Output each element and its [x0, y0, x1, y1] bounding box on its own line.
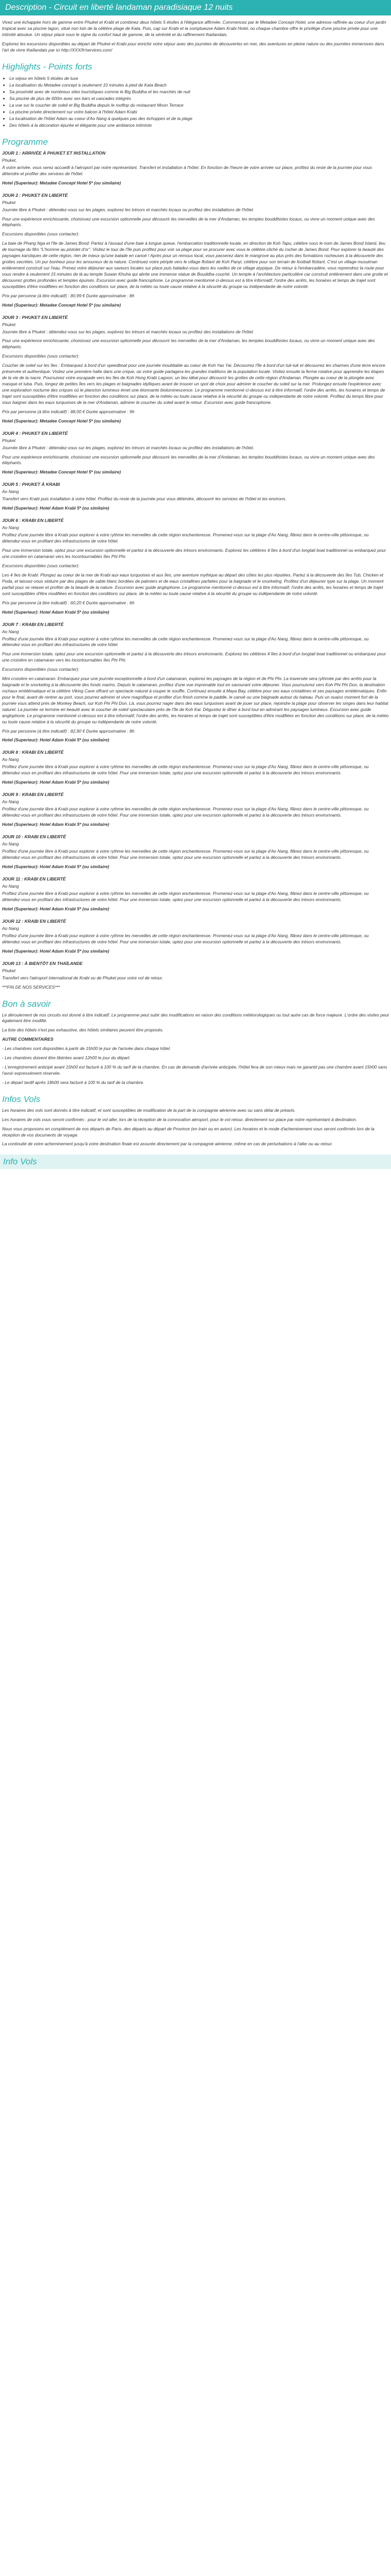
day-hotel: Hotel (Superieur): Metadee Concept Hotel 5* (ou similaire)	[2, 180, 121, 185]
intro-paragraph-2: Explorez les excursions disponibles au départ de Phuket et Krabi pour enrichir votre séjour avec des journées de découvertes en mer, des aventures en pleine nature ou des journées immersives dans l'art de vivre thaïlandais par ici http://XXX/fr/services.com/	[2, 41, 384, 53]
day-paragraph: Excursions disponibles (sous contacter):	[2, 563, 79, 568]
day-block	[2, 834, 389, 869]
day-block	[2, 518, 389, 614]
day-paragraph: Excursions disponibles (sous contacter):	[2, 231, 79, 237]
bon-a-savoir-paragraph: Le déroulement de nos circuits est donné à titre indicatif. Le programme peut subir des modifications en raison des conditions météorologiques ou tout autre cas de force majeure. L'ordre des visites peut également être modifié.	[2, 1012, 389, 1024]
day-paragraph: Excursions disponibles (sous contacter):	[2, 353, 79, 359]
day-paragraph: Profitez d'une journée libre à Krabi pour explorer à votre rythme les merveilles de cette région enchanteresse. Promenez-vous sur la plage d'Ao Nang, flânez dans le centre-ville pittoresque, ou détendez-vous en profitant des infrastructures de votre hôtel.	[2, 636, 369, 648]
infos-vols-paragraph: Les horaires des vols sont donnés à titre indicatif, et sont susceptibles de modification de la part de la compagnie aérienne avec ou sans délai de préavis.	[2, 1107, 296, 1113]
highlight-item: • Sa proximité avec de nombreux sites touristiques comme le Big Buddha et les marchés de nuit	[9, 89, 389, 95]
day-hotel: Hotel (Superieur): Hotel Adam Krabi 5* (ou similaire)	[2, 822, 109, 827]
day-title: JOUR 4 : PHUKET EN LIBERTÉ	[2, 430, 68, 436]
day-paragraph: Pour une expérience enrichissante, choisissez une excursion optionnelle pour découvrir les merveilles de la mer d'Andaman, les temples bouddhistes locaux, ou vivre un moment unique avec des éléphants.	[2, 338, 375, 350]
highlight-item: • La piscine privée directement sur votre balcon à l'hôtel Adam Krabi	[9, 109, 389, 115]
day-paragraph: Profitez d'une journée libre à Krabi pour explorer à votre rythme les merveilles de cette région enchanteresse. Promenez-vous sur la plage d'Ao Nang, flânez dans le centre-ville pittoresque, ou détendez-vous en profitant des infrastructures de votre hôtel. Pour une immersion totale, optez pour une excursion optionnelle et partez à la découverte des trésors environnants.	[2, 764, 369, 776]
bon-a-savoir-paragraph: AUTRE COMMENTAIRES	[2, 1037, 54, 1042]
day-location: Ao Nang	[2, 629, 19, 634]
day-paragraph: Pour une expérience enrichissante, choisissez une excursion optionnelle pour découvrir les merveilles de la mer d'Andaman, les temples bouddhistes locaux, ou vivre un moment unique avec des éléphants.	[2, 454, 375, 466]
highlight-item: • La localisation de l'hôtel Adam au coeur d'Ao Nang à quelques pas des échoppes et de la plage	[9, 115, 389, 122]
day-block	[2, 961, 389, 991]
day-location: Ao Nang	[2, 925, 19, 931]
day-hotel: Hotel (Superieur): Metadee Concept Hotel 5* (ou similaire)	[2, 418, 121, 423]
day-paragraph: ***FIN DE NOS SERVICES***	[2, 984, 60, 990]
day-location: Ao Nang	[2, 883, 19, 889]
day-block	[2, 150, 389, 185]
day-paragraph: Journée libre à Phuket : détendez-vous sur les plages, explorez les trésors et marchés locaux ou profitez des installations de l'hôtel.	[2, 329, 254, 334]
page-title: Description - Circuit en liberté landaman paradisiaque 12 nuits	[0, 0, 391, 15]
day-hotel: Hotel (Superieur): Hotel Adam Krabi 5* (ou similaire)	[2, 906, 109, 911]
day-block	[2, 193, 389, 308]
day-location: Ao Nang	[2, 489, 19, 495]
day-title: JOUR 1 : ARRIVÉE À PHUKET ET INSTALLATION	[2, 150, 106, 156]
day-hotel: Hotel (Superieur): Hotel Adam Krabi 5* (ou similaire)	[2, 863, 109, 869]
day-block	[2, 482, 389, 511]
programme-days	[2, 150, 389, 991]
day-title: JOUR 5 : PHUKET À KRABI	[2, 482, 60, 487]
day-paragraph: Excursions disponibles (sous contacter):	[2, 667, 79, 672]
highlights-heading: Highlights - Points forts	[2, 61, 92, 72]
day-location: Phuket	[2, 437, 16, 443]
day-block	[2, 876, 389, 911]
intro-paragraph-1: Vivez une échappée hors de gamme entre Phuket et Krabi et combinez deux hôtels 5 étoiles à l'élégance affirmée. Commencez par le Metadee Concept Hotel, une adresse raffinée au coeur d'un jardin tropical avec sa piscine lagon, situé non loin de la célèbre plage de Kata. Puis, cap sur Krabi et la somptueuse Adam Krabi Hotel, ou chaque chambre offre le privilège d'une piscine privée pour une intimité absolue. Un séjour placé sous le signe du confort haut de gamme, de la sérénité et du raffinement thaïlandais.	[2, 20, 386, 37]
day-paragraph: Prix par personne (à titre indicatif) : 60,20 € Durée approximative : 6h	[2, 600, 135, 605]
day-block	[2, 792, 389, 827]
day-block	[2, 919, 389, 954]
day-block	[2, 622, 389, 743]
day-hotel: Hotel (Superieur): Hotel Adam Krabi 5* (ou similaire)	[2, 779, 109, 785]
day-paragraph: Prix par personne (à titre indicatif) : 88,00 € Durée approximative : 9h	[2, 409, 135, 414]
bon-a-savoir-paragraph: - Les chambres sont disponibles à partir de 15h00 le jour de l'arrivée dans chaque hôtel.	[2, 1046, 171, 1052]
day-paragraph: Transfert vers Krabi puis installation à votre hôtel. Profitez du reste de la journée pour vous détendre, découvrir les services de l'hôtel et les environs.	[2, 496, 287, 502]
day-paragraph: Pour une immersion totale, optez pour une excursion optionnelle et partez à la découverte des trésors environnants. Explorez les célèbres 4 îles à bord d'un longtail boat traditionnel ou embarquez pour une croisière en catamaran vers les incontournables îles Phi Phi.	[2, 548, 386, 560]
day-hotel: Hotel (Superieur): Hotel Adam Krabi 5* (ou similaire)	[2, 609, 109, 615]
bon-a-savoir-paragraph: - Les chambres doivent être libérées avant 12h00 le jour du départ.	[2, 1055, 131, 1061]
day-paragraph: Journée libre à Phuket : détendez-vous sur les plages, explorez les trésors et marchés locaux ou profitez des installations de l'hôtel.	[2, 207, 254, 212]
day-paragraph: Transfert vers l'aéroport international de Krabi ou de Phuket pour votre vol de retour.	[2, 975, 164, 980]
page	[0, 0, 391, 1169]
day-location: Ao Nang	[2, 841, 19, 847]
day-title: JOUR 3 : PHUKET EN LIBERTÉ	[2, 314, 68, 320]
day-title: JOUR 7 : KRABI EN LIBERTÉ	[2, 621, 64, 627]
day-paragraph: Les 4 îles de Krabi: Plongez au coeur de la mer de Krabi aux eaux turquoises et aux îles, une aventure mythique au départ des côtes les plus réputées. Partez à la découverte des îles Tub, Chicken et Poda, et laissez-vous séduire par des plages de sable blanc bordées de palmiers et de eaux cristallines parfaites pour la baignade et le snorkeling. Profitez d'un déjeuner type sur la plage. Un moment parfait pour se relaxer et profiter de la beauté de la nature. Excursion avec guide anglophone. Le programme mentionné ci-dessus est à titre informatif, l'ordre des arrêts, les horaires et temps de trajet sont susceptibles d'être modifiées en fonction des conditions sur place, de la météo ou toute cause relative à la sécurité du groupe ou indépendante de notre volonté.	[2, 572, 384, 596]
bon-a-savoir-paragraph: La liste des hôtels n'est pas exhaustive, des hôtels similaires peuvent être proposés.	[2, 1027, 164, 1033]
day-title: JOUR 2 : PHUKET EN LIBERTÉ	[2, 192, 68, 198]
bon-a-savoir-paragraph: - Le départ tardif après 18h00 sera facturé à 100 % du tarif de la chambre.	[2, 1079, 144, 1085]
day-block	[2, 431, 389, 475]
day-paragraph: Profitez d'une journée libre à Krabi pour explorer à votre rythme les merveilles de cette région enchanteresse. Promenez-vous sur la plage d'Ao Nang, flânez dans le centre-ville pittoresque, ou détendez-vous en profitant des infrastructures de votre hôtel. Pour une immersion totale, optez pour une excursion optionnelle et partez à la découverte des trésors environnants.	[2, 806, 369, 818]
highlight-item: • Sa piscine de plus de 600m avec ses bars et cascades intégrés	[9, 95, 389, 102]
highlight-item: • Le séjour en hôtels 5 étoiles de luxe	[9, 75, 389, 82]
day-paragraph: Profitez d'une journée libre à Krabi pour explorer à votre rythme les merveilles de cette région enchanteresse. Promenez-vous sur la plage d'Ao Nang, flânez dans le centre-ville pittoresque, ou détendez-vous en profitant des infrastructures de votre hôtel. Pour une immersion totale, optez pour une excursion optionnelle et partez à la découverte des trésors environnants.	[2, 849, 369, 860]
day-hotel: Hotel (Superieur): Hotel Adam Krabi 5* (ou similaire)	[2, 505, 109, 511]
day-paragraph: À votre arrivée, vous serez accueilli à l'aéroport par notre représentant. Transfert et installation à l'hôtel. En fonction de l'heure de votre arrivée sur place, profitez du reste de la journée pour vous détendre et profiter des services de l'hôtel.	[2, 164, 372, 176]
bottom-heading: Info Vols	[0, 1155, 391, 1169]
day-paragraph: Profitez d'une journée libre à Krabi pour explorer à votre rythme les merveilles de cette région enchanteresse. Promenez-vous sur la plage d'Ao Nang, flânez dans le centre-ville pittoresque, ou détendez-vous en profitant des infrastructures de votre hôtel. Pour une immersion totale, optez pour une excursion optionnelle et partez à la découverte des trésors environnants.	[2, 933, 369, 944]
day-block	[2, 750, 389, 785]
day-title: JOUR 13 : À BIENTÔT EN THAÏLANDE	[2, 960, 83, 966]
day-title: JOUR 6 : KRABI EN LIBERTÉ	[2, 518, 64, 523]
day-hotel: Hotel (Superieur): Metadee Concept Hotel 5* (ou similaire)	[2, 469, 121, 475]
highlight-item: • La localisation du Metadee concept à seulement 10 minutes à pied de Kata Beach	[9, 82, 389, 89]
day-hotel: Hotel (Superieur): Metadee Concept Hotel 5* (ou similaire)	[2, 302, 121, 308]
day-hotel: Hotel (Superieur): Hotel Adam Krabi 5* (ou similaire)	[2, 737, 109, 743]
content	[0, 20, 391, 1147]
infos-vols-paragraph: Nous vous proposons en complément de nos départs de Paris, des départs au départ de Province (en train ou en avion). Les horaires et le mode d'acheminement vous seront confirmés lors de la réception de vos documents de voyage.	[2, 1126, 374, 1138]
day-title: JOUR 10 : KRABI EN LIBERTÉ	[2, 834, 66, 840]
programme-heading: Programme	[2, 137, 48, 147]
day-paragraph: Prix par personne (à titre indicatif) : 82,90 € Durée approximative : 8h	[2, 728, 135, 734]
day-title: JOUR 9 : KRABI EN LIBERTÉ	[2, 792, 64, 798]
day-location: Ao Nang	[2, 525, 19, 531]
day-location: Phuket	[2, 321, 16, 327]
day-paragraph: La baie de Phang Nga et l'île de James Bond: Partez à l'assaut d'une baie à longue queue, l'embarcation traditionnelle locale, en direction de Koh Tapu, célèbre sous le nom de James Bond Island, lieu de tournage du film "L'homme au pistolet d'or". Visitez le tour de l'île puis profitez pour voir sa plage pour se procurer avec vous le célèbre cliché du rocher de James Bond. Pour explorer la beauté des paysages karstiques de cette région, rien de mieux qu'une balade en canoë ! Après pour un remous local, vous passerez dans le mangrove au plus près des formations rocheuses à la découverte des grottes secrètes. Un pur bonheur pour les amoureux de la nature. Continuez votre périple vers le village flottant de Koh Panyi, célèbre pour son terrain de football flottant. C'est un village musulman entièrement construit sur l'eau. Prenez votre déjeuner aux saveurs locales sur place puis baladez-vous dans les ruelles de ce village atypique. De retour à l'embarcadère, vous reprendrez la route pour vous rendre à seulement 15 minutes de là au temple Suwan Khuha qui abrite une immense statue de Bouddha couché. Un temple à l'architecture particulière car construit entièrement dans une grotte et découvrez grottes profondes et temples épuisés. Excursion avec guide francophone. Le programme mentionné ci-dessus est à titre informatif, l'ordre des arrêts, les horaires et temps de trajet sont susceptibles d'être modifiées en fonction des conditions sur place, de la météo ou toute cause relative à la sécurité du groupe ou indépendante de notre volonté.	[2, 241, 388, 289]
day-location: Ao Nang	[2, 799, 19, 805]
day-location: Phuket	[2, 968, 16, 973]
infos-vols-section	[2, 1108, 389, 1148]
day-location: Phuket,	[2, 157, 17, 163]
bon-a-savoir-section	[2, 1012, 389, 1086]
day-location: Phuket	[2, 199, 16, 205]
bon-a-savoir-paragraph: - L'enregistrement anticipé avant 15h00 est facturé à 100 % du tarif de la chambre. En cas de demande d'arrivée anticipée, l'hôtel fera de son mieux mais ne garantit pas une chambre avant 15h00 sans l'avoir expressément réservée.	[2, 1064, 387, 1076]
day-title: JOUR 12 : KRABI EN LIBERTÉ	[2, 918, 66, 924]
infos-vols-heading: Infos Vols	[2, 1094, 41, 1104]
highlight-item: • Des hôtels à la décoration épurée et élégante pour une ambiance intimiste	[9, 122, 389, 129]
day-paragraph: Pour une expérience enrichissante, choisissez une excursion optionnelle pour découvrir les merveilles de la mer d'Andaman, les temples bouddhistes locaux, ou vivre un moment unique avec des éléphants.	[2, 216, 375, 228]
day-paragraph: Journée libre à Phuket : détendez-vous sur les plages, explorez les trésors et marchés locaux ou profitez des installations de l'hôtel.	[2, 445, 254, 450]
day-paragraph: Coucher de soleil sur les îles : Embarquez à bord d'un speedboat pour une journée inoubliable au coeur de Koh Yao Yai. Découvrez l'île à bord d'un tuk-tuk et découvrez les charmes d'une terre encore préservée et authentique. Visitez une première halte dans une crique, où votre guide partagera les grandes traditions de la population locale. Visitez ensuite la ferme rotative pour apprendre les étapes de la vie de la nacre. Poursuivez votre escapade vers les îles de Koh Hong Krabi Lagoon, un lieu idéal pour découvrir les grottes de cette région d'Andaman. Plongée au coeur de la plongée avec masque et tuba. Puis, longez de petites îles vers les plages et baignades idylliques avant de trouver un spot de choix pour admirer le coucher du soleil sur la mer. Prolongez ensuite l'expérience avec une exploration nocturne des criques où le plancton lumineux émet une étonnante bioluminescence. Le programme mentionné ci-dessus est à titre informatif, l'ordre des arrêts, les horaires et temps de trajet sont susceptibles d'être modifiées en fonction des conditions sur place, de la météo ou toute cause relative à la sécurité du groupe ou indépendante de notre volonté. Profitez du temps libre pour vous baigner dans les eaux turquoises de la mer d'Andaman, admirer le coucher du soleil avant le retour. Excursion avec guide francophone.	[2, 363, 385, 405]
day-title: JOUR 8 : KRABI EN LIBERTÉ	[2, 750, 64, 755]
day-block	[2, 315, 389, 423]
day-location: Ao Nang	[2, 757, 19, 762]
day-paragraph: Mini croisière en catamaran: Embarquez pour une journée exceptionnelle à bord d'un catamaran, explorez les paysages de la région et de Phi Phi. La traversée sera rythmée par des arrêts pour la baignade et le snorkeling à la découverte des fonds marins. Depuis le catamaran, profitez d'une vue imprenable tout en savourant votre déjeuner. Vous poursuivrez vers Koh Phi Phi Don, la destination rochaux emblématique et la célèbre Viking Cave offrant un spectacle naturel à couper le souffle. Continuez ensuite à Maya Bay, célèbre pour ses eaux cristallines et ses paysages emblématiques. Enfin pour le final, avant de rentrer au port, vous pourrez admirer et vivre magnifique et profiter d'un finish comme le paddle, le canoë ou une baignade autour du bateau. Puis un ouaiss moment fort de la journée vous attend près de Monkey Beach, sur Koh Phi Phi Don. Là, vous pourrez nager dans des eaux turquoises avant de jouer sur place, rejoindre la plage pour observer les singes dans leur habitat naturel. La journée se termine en beauté avec le coucher de soleil spectaculaire près de l'île de Koh Kai. Dégustez le dîner à bord tout en admirant les paysages lumineux. Excursion avec guide anglophone. Le programme mentionné ci-dessus est à titre informatif, l'ordre des arrêts, les horaires et temps de trajet sont susceptibles d'être modifiées en fonction des conditions sur place, de la météo ou toute cause relative à la sécurité du groupe ou indépendante de notre volonté.	[2, 676, 389, 724]
highlights-list	[2, 75, 389, 129]
infos-vols-paragraph: La continuité de votre acheminement jusqu'à votre destination finale est assurée directement par la compagnie aérienne, même en cas de perturbations à l'aller ou au retour.	[2, 1141, 333, 1147]
day-title: JOUR 11 : KRABI EN LIBERTÉ	[2, 876, 66, 882]
day-paragraph: Profitez d'une journée libre à Krabi pour explorer à votre rythme les merveilles de cette région enchanteresse. Promenez-vous sur la plage d'Ao Nang, flânez dans le centre-ville pittoresque, ou détendez-vous en profitant des infrastructures de votre hôtel.	[2, 532, 369, 544]
day-paragraph: Pour une immersion totale, optez pour une excursion optionnelle et partez à la découverte des trésors environnants. Explorez les célèbres 4 îles à bord d'un longtail boat traditionnel ou embarquez pour une croisière en catamaran vers les incontournables îles Phi Phi.	[2, 651, 386, 663]
day-paragraph: Profitez d'une journée libre à Krabi pour explorer à votre rythme les merveilles de cette région enchanteresse. Promenez-vous sur la plage d'Ao Nang, flânez dans le centre-ville pittoresque, ou détendez-vous en profitant des infrastructures de votre hôtel. Pour une immersion totale, optez pour une excursion optionnelle et partez à la découverte des trésors environnants.	[2, 890, 369, 902]
day-hotel: Hotel (Superieur): Hotel Adam Krabi 5* (ou similaire)	[2, 948, 109, 954]
highlight-item: • La vue sur le coucher de soleil et Big Buddha depuis le rooftop du restaurant Moon Terrace	[9, 102, 389, 109]
bon-a-savoir-heading: Bon à savoir	[2, 998, 51, 1009]
day-paragraph: Prix par personne (à titre indicatif) : 80,99 € Durée approximative : 8h	[2, 293, 135, 298]
infos-vols-paragraph: Les horaires de vols vous seront confirmés : pour le vol aller, lors de la réception de la convocation aéroport, pour le vol retour, directement sur place par notre représentant à destination.	[2, 1116, 357, 1122]
